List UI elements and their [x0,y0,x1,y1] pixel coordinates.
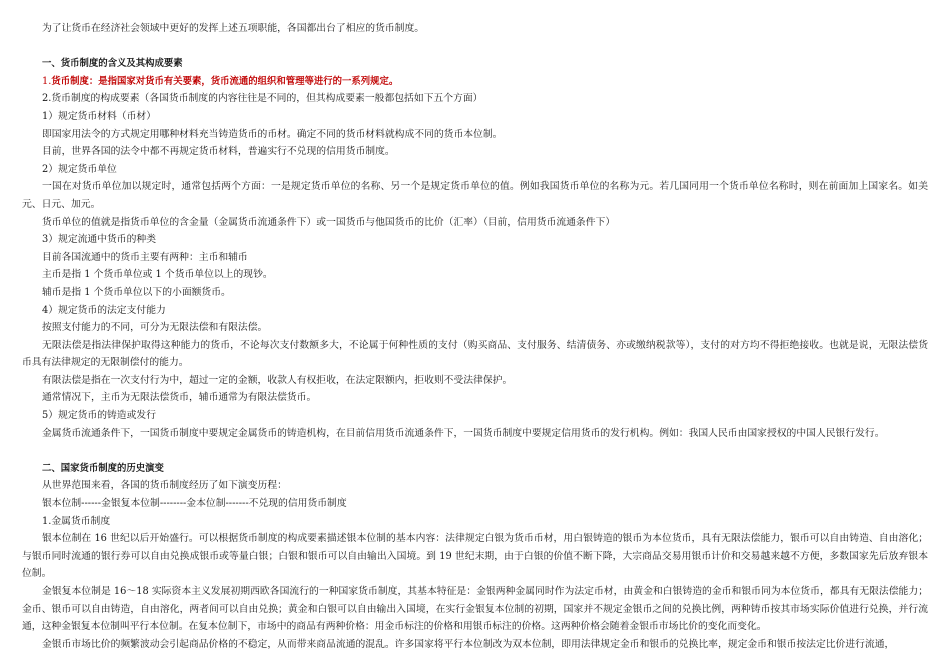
section-2-heading: 二、国家货币制度的历史演变 [42,462,164,474]
bimetallism-paragraph: 金银复本位制是 16～18 实际资本主义发展初期西欧各国流行的一种国家货币制度，其基本特征是：金银两种金属同时作为法定币材，由黄金和白银铸造的金币和银币同为本位货币，都具有无限法偿能力；金币、银币可以自由铸造，自由溶化，两者间可以自由兑换；黄金和白银可以自由输出入国境，在实行金银复本位制的初期，国家并不规定金银币之间的兑换比例，两种铸币按其市场实际价值进行兑换，并行流通，这种金银复本位制叫平行本位制。在复本位制下，市场中的商品有两种价格：用金币标注的价格和用银币标注的价格。这两种价格会随着金银币市场比价的变化而变化。 [22,586,928,633]
item-5-title: 5）规定货币的铸造或发行 [42,410,156,422]
item-4-text-4: 通常情况下，主币为无限法偿货币，辅币通常为有限法偿货币。 [42,392,317,404]
price-fluctuation-paragraph: 金银币市场比价的频繁波动会引起商品价格的不稳定，从而带来商品流通的混乱。许多国家将平行本位制改为双本位制，即用法律规定金币和银币的兑换比率，规定金币和银币按法定比价进行流通， [42,638,895,650]
item-2-text-2: 货币单位的值就是指货币单位的含金量（金属货币流通条件下）或一国货币与他国货币的比价（汇率）（目前，信用货币流通条件下） [42,216,616,228]
item-4-text-2: 无限法偿是指法律保护取得这种能力的货币，不论每次支付数额多大，不论属于何种性质的支付（购买商品、支付服务、结清债务、亦或缴纳税款等），支付的对方均不得拒绝接收。也就是说，无限法偿货币具有法律规定的无限制偿付的能力。 [22,339,928,369]
item-4-title: 4）规定货币的法定支付能力 [42,304,166,316]
section-1-heading: 一、货币制度的含义及其构成要素 [42,58,183,70]
item-3-text-2: 主币是指 1 个货币单位或 1 个货币单位以上的现钞。 [42,269,273,281]
definition-text: 货币制度：是指国家对货币有关要素，货币流通的组织和管理等进行的一系列规定。 [51,75,399,87]
intro-paragraph: 为了让货币在经济社会领域中更好的发挥上述五项职能，各国都出台了相应的货币制度。 [42,23,425,34]
item-3-text-1: 目前各国流通中的货币主要有两种：主币和辅币 [42,251,248,263]
item-4-text-1: 按照支付能力的不同，可分为无限法偿和有限法偿。 [42,322,268,334]
definition-number: 1. [42,75,52,87]
item-1-text-2: 目前，世界各国的法令中都不再规定货币材料，普遍实行不兑现的信用货币制度。 [42,146,395,158]
definition-line [22,73,928,91]
item-2-title: 2）规定货币单位 [42,163,117,175]
item-3-title: 3）规定流通中货币的种类 [42,234,156,246]
item-1-title: 1）规定货币材料（币材） [42,110,156,122]
item-4-text-3: 有限法偿是指在一次支付行为中，超过一定的金额，收款人有权拒收，在法定限额内，拒收则不受法律保护。 [42,374,513,386]
document-body [22,20,928,653]
item-5-text-1: 金属货币流通条件下，一国货币制度中要规定金属货币的铸造机构，在目前信用货币流通条件下，一国货币制度中要规定信用货币的发行机构。例如：我国人民币由国家授权的中国人民银行发行。 [42,427,885,439]
elements-intro: 2.货币制度的构成要素（各国货币制度的内容往往是不同的，但其构成要素一般都包括如下五个方面） [42,93,483,105]
evolution-chain: 银本位制------金银复本位制--------金本位制-------不兑现的信用货币制度 [42,498,347,510]
silver-standard-paragraph: 银本位制在 16 世纪以后开始盛行。可以根据货币制度的构成要素描述银本位制的基本内容：法律规定白银为货币币材，用白银铸造的银币为本位货币，具有无限法偿能力，银币可以自由铸造、自由溶化；与银币同时流通的银行券可以自由兑换成银币或等量白银；白银和银币可以自由输出入国境。到 19 世纪末期，由于白银的价值不断下降，大宗商品交易用银币计价和交易越来越不方便，多数国家先后放弃银本位制。 [22,533,928,580]
item-3-text-3: 辅币是指 1 个货币单位以下的小面额货币。 [42,286,231,298]
item-1-text-1: 即国家用法令的方式规定用哪种材料充当铸造货币的币材。确定不同的货币材料就构成不同的货币本位制。 [42,128,503,140]
section-2-subheading: 1.金属货币制度 [42,515,111,527]
section-2-intro: 从世界范围来看，各国的货币制度经历了如下演变历程： [42,480,287,492]
item-2-text-1: 一国在对货币单位加以规定时，通常包括两个方面：一是规定货币单位的名称、另一个是规定货币单位的值。例如我国货币单位的名称为元。若几国同用一个货币单位名称时，则在前面加上国家名。如美元、日元、加元。 [22,181,928,210]
